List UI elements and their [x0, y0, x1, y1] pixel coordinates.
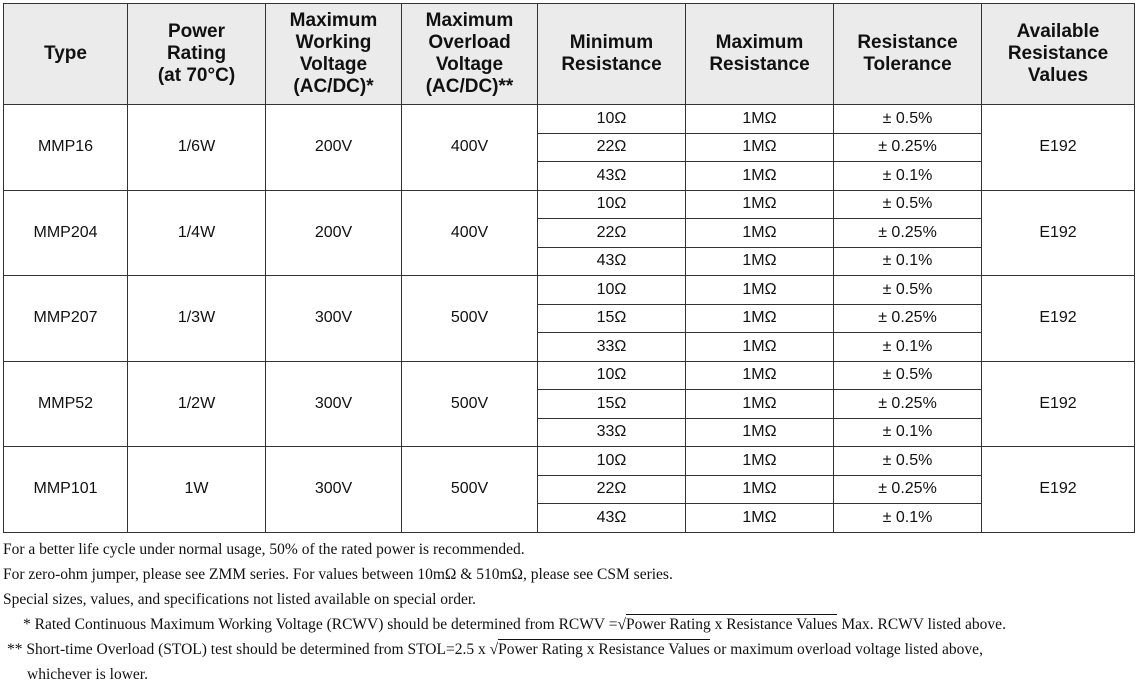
working-voltage-cell: 200V — [266, 190, 402, 276]
available-values-cell: E192 — [982, 190, 1135, 276]
power-rating-cell: 1W — [128, 447, 266, 533]
table-body — [4, 105, 1135, 533]
max-resistance-cell: 1MΩ — [686, 418, 834, 447]
header-line: Rating — [166, 43, 227, 64]
min-resistance-cell: 43Ω — [538, 162, 686, 191]
tolerance-cell: ± 0.1% — [834, 333, 982, 362]
tolerance-cell: ± 0.5% — [834, 105, 982, 134]
max-resistance-cell: 1MΩ — [686, 504, 834, 533]
rcwv-note-text: * Rated Continuous Maximum Working Voltage (RCWV) should be determined from RCWV = — [23, 616, 618, 633]
column-header-available-values — [982, 4, 1135, 105]
min-resistance-cell: 15Ω — [538, 304, 686, 333]
tolerance-cell: ± 0.5% — [834, 190, 982, 219]
column-header-type — [4, 4, 128, 105]
min-resistance-cell: 10Ω — [538, 276, 686, 305]
min-resistance-cell: 10Ω — [538, 361, 686, 390]
max-resistance-cell: 1MΩ — [686, 304, 834, 333]
max-resistance-cell: 1MΩ — [686, 333, 834, 362]
max-resistance-cell: 1MΩ — [686, 390, 834, 419]
tolerance-cell: ± 0.25% — [834, 133, 982, 162]
header-row — [4, 4, 1135, 105]
note-line: For a better life cycle under normal usage, 50% of the rated power is recommended. — [3, 541, 525, 558]
spec-table — [3, 3, 1135, 533]
column-header-resistance-tolerance — [834, 4, 982, 105]
available-values-cell: E192 — [982, 105, 1135, 191]
column-header-min-resistance — [538, 4, 686, 105]
tolerance-cell: ± 0.25% — [834, 475, 982, 504]
available-values-cell: E192 — [982, 361, 1135, 447]
working-voltage-cell: 300V — [266, 361, 402, 447]
working-voltage-cell: 300V — [266, 447, 402, 533]
table-row — [4, 105, 1135, 134]
max-resistance-cell: 1MΩ — [686, 247, 834, 276]
working-voltage-cell: 300V — [266, 276, 402, 362]
min-resistance-cell: 33Ω — [538, 418, 686, 447]
header-line: Resistance — [857, 32, 958, 53]
column-header-max-overload-voltage — [402, 4, 538, 105]
header-line: (AC/DC)* — [293, 76, 374, 97]
column-header-power-rating — [128, 4, 266, 105]
min-resistance-cell: 33Ω — [538, 333, 686, 362]
header-line: Maximum — [289, 10, 378, 31]
stol-note — [3, 639, 1133, 664]
stol-note-tail: or maximum overload voltage listed above, — [709, 641, 983, 658]
table-row — [4, 190, 1135, 219]
max-resistance-cell: 1MΩ — [686, 219, 834, 248]
stol-note-text: ** Short-time Overload (STOL) test should be determined from STOL=2.5 x — [7, 641, 490, 658]
available-values-cell: E192 — [982, 447, 1135, 533]
tolerance-cell: ± 0.1% — [834, 247, 982, 276]
column-header-max-working-voltage — [266, 4, 402, 105]
min-resistance-cell: 22Ω — [538, 219, 686, 248]
min-resistance-cell: 43Ω — [538, 504, 686, 533]
table-row — [4, 276, 1135, 305]
min-resistance-cell: 10Ω — [538, 447, 686, 476]
tolerance-cell: ± 0.1% — [834, 418, 982, 447]
column-header-max-resistance — [686, 4, 834, 105]
tolerance-cell: ± 0.25% — [834, 390, 982, 419]
overload-voltage-cell: 400V — [402, 190, 538, 276]
tolerance-cell: ± 0.25% — [834, 219, 982, 248]
working-voltage-cell: 200V — [266, 105, 402, 191]
max-resistance-cell: 1MΩ — [686, 133, 834, 162]
min-resistance-cell: 10Ω — [538, 190, 686, 219]
tolerance-cell: ± 0.5% — [834, 276, 982, 305]
available-values-cell: E192 — [982, 276, 1135, 362]
header-line: Voltage — [299, 54, 368, 75]
min-resistance-cell: 10Ω — [538, 105, 686, 134]
header-line: Maximum — [425, 10, 514, 31]
notes — [3, 539, 1133, 689]
type-cell: MMP52 — [4, 361, 128, 447]
note-line: Special sizes, values, and specifications not listed available on special order. — [3, 591, 477, 608]
header-line: Tolerance — [863, 54, 952, 75]
header-line: Minimum — [569, 32, 654, 53]
header-line: (AC/DC)** — [425, 76, 514, 97]
min-resistance-cell: 15Ω — [538, 390, 686, 419]
header-line: Values — [1027, 65, 1089, 86]
tolerance-cell: ± 0.1% — [834, 162, 982, 191]
header-line: Type — [44, 43, 87, 64]
header-line: Resistance — [561, 54, 662, 75]
type-cell: MMP16 — [4, 105, 128, 191]
rcwv-formula: Power Rating x Resistance Values — [625, 616, 838, 633]
header-line: (at 70°C) — [157, 65, 236, 86]
tolerance-cell: ± 0.1% — [834, 504, 982, 533]
rcwv-note-tail: Max. RCWV listed above. — [837, 616, 1006, 633]
max-resistance-cell: 1MΩ — [686, 475, 834, 504]
min-resistance-cell: 22Ω — [538, 475, 686, 504]
header-line: Working — [295, 32, 372, 53]
header-line: Available — [1016, 21, 1100, 42]
header-line: Overload — [428, 32, 511, 53]
table-row — [4, 361, 1135, 390]
rcwv-note — [3, 614, 1133, 639]
overload-voltage-cell: 500V — [402, 447, 538, 533]
overload-voltage-cell: 400V — [402, 105, 538, 191]
max-resistance-cell: 1MΩ — [686, 162, 834, 191]
power-rating-cell: 1/4W — [128, 190, 266, 276]
power-rating-cell: 1/2W — [128, 361, 266, 447]
header-line: Resistance — [1007, 43, 1109, 64]
type-cell: MMP204 — [4, 190, 128, 276]
max-resistance-cell: 1MΩ — [686, 447, 834, 476]
tolerance-cell: ± 0.5% — [834, 361, 982, 390]
stol-formula: Power Rating x Resistance Values — [498, 641, 710, 658]
tolerance-cell: ± 0.5% — [834, 447, 982, 476]
header-line: Maximum — [715, 32, 804, 53]
min-resistance-cell: 22Ω — [538, 133, 686, 162]
power-rating-cell: 1/3W — [128, 276, 266, 362]
header-line: Power — [167, 21, 226, 42]
table-row — [4, 447, 1135, 476]
sqrt-symbol: √ — [617, 616, 626, 633]
note-line: For zero-ohm jumper, please see ZMM series. For values between 10mΩ & 510mΩ, please see CSM series. — [3, 566, 673, 583]
type-cell: MMP207 — [4, 276, 128, 362]
max-resistance-cell: 1MΩ — [686, 361, 834, 390]
header-line: Voltage — [435, 54, 504, 75]
power-rating-cell: 1/6W — [128, 105, 266, 191]
max-resistance-cell: 1MΩ — [686, 190, 834, 219]
stol-note-continued: whichever is lower. — [27, 666, 148, 683]
overload-voltage-cell: 500V — [402, 361, 538, 447]
header-line: Resistance — [709, 54, 810, 75]
max-resistance-cell: 1MΩ — [686, 276, 834, 305]
sqrt-symbol: √ — [489, 641, 499, 658]
min-resistance-cell: 43Ω — [538, 247, 686, 276]
overload-voltage-cell: 500V — [402, 276, 538, 362]
type-cell: MMP101 — [4, 447, 128, 533]
tolerance-cell: ± 0.25% — [834, 304, 982, 333]
max-resistance-cell: 1MΩ — [686, 105, 834, 134]
